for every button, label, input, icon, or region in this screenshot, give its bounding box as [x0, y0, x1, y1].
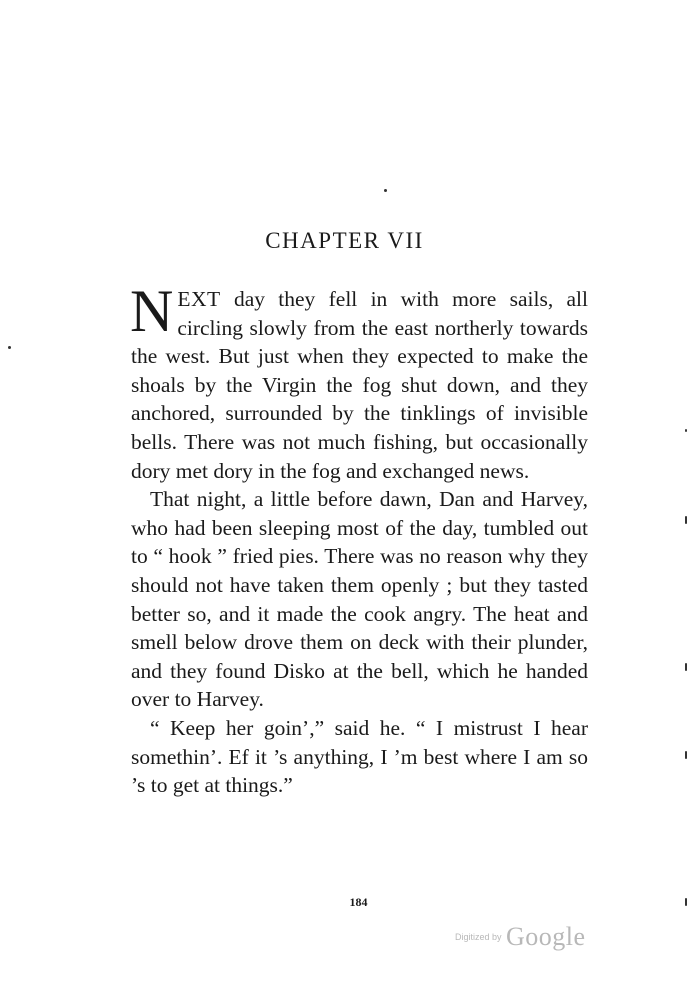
paragraph-lead: EXT [177, 287, 221, 311]
paragraph-2: That night, a little before dawn, Dan and Harvey, who had been sleeping most of the day, tumbled out to “ hook ” fried pies. There was no reason why they should not have taken them openly ; but they tasted better so, and it made the cook angry. The heat and smell below drove them on deck with their plunder, and they found Disko at the bell, which he handed over to Harvey. [131, 487, 588, 712]
page-number: 184 [349, 895, 368, 909]
paragraph-3: “ Keep her goin’,” said he. “ I mistrust I hear somethin’. Ef it ’s anything, I ’m best where I am so ’s to get at things.” [131, 715, 588, 798]
scan-speck [685, 898, 687, 906]
scan-speck [384, 189, 387, 192]
scan-speck [685, 751, 687, 759]
google-logo: Google [505, 922, 586, 951]
digitization-watermark [455, 922, 586, 952]
scan-speck [8, 346, 11, 349]
chapter-title: CHAPTER VII [265, 228, 424, 253]
paragraph-1 [130, 278, 588, 485]
scan-speck [685, 516, 687, 524]
watermark-prefix: Digitized by [455, 932, 502, 942]
scan-speck [685, 663, 687, 671]
body-text [130, 278, 588, 800]
drop-cap: N [130, 278, 174, 344]
scan-speck [685, 429, 687, 432]
paragraph-1-text: day they fell in with more sails, all circling slowly from the east northerly towards the west. But just when they expected to make the shoals by the Virgin the fog shut down, and they anchored, surrounded by the tinklings of invisible bells. There was not much fishing, but occasionally dory met dory in the fog and exchanged news. [131, 287, 588, 483]
